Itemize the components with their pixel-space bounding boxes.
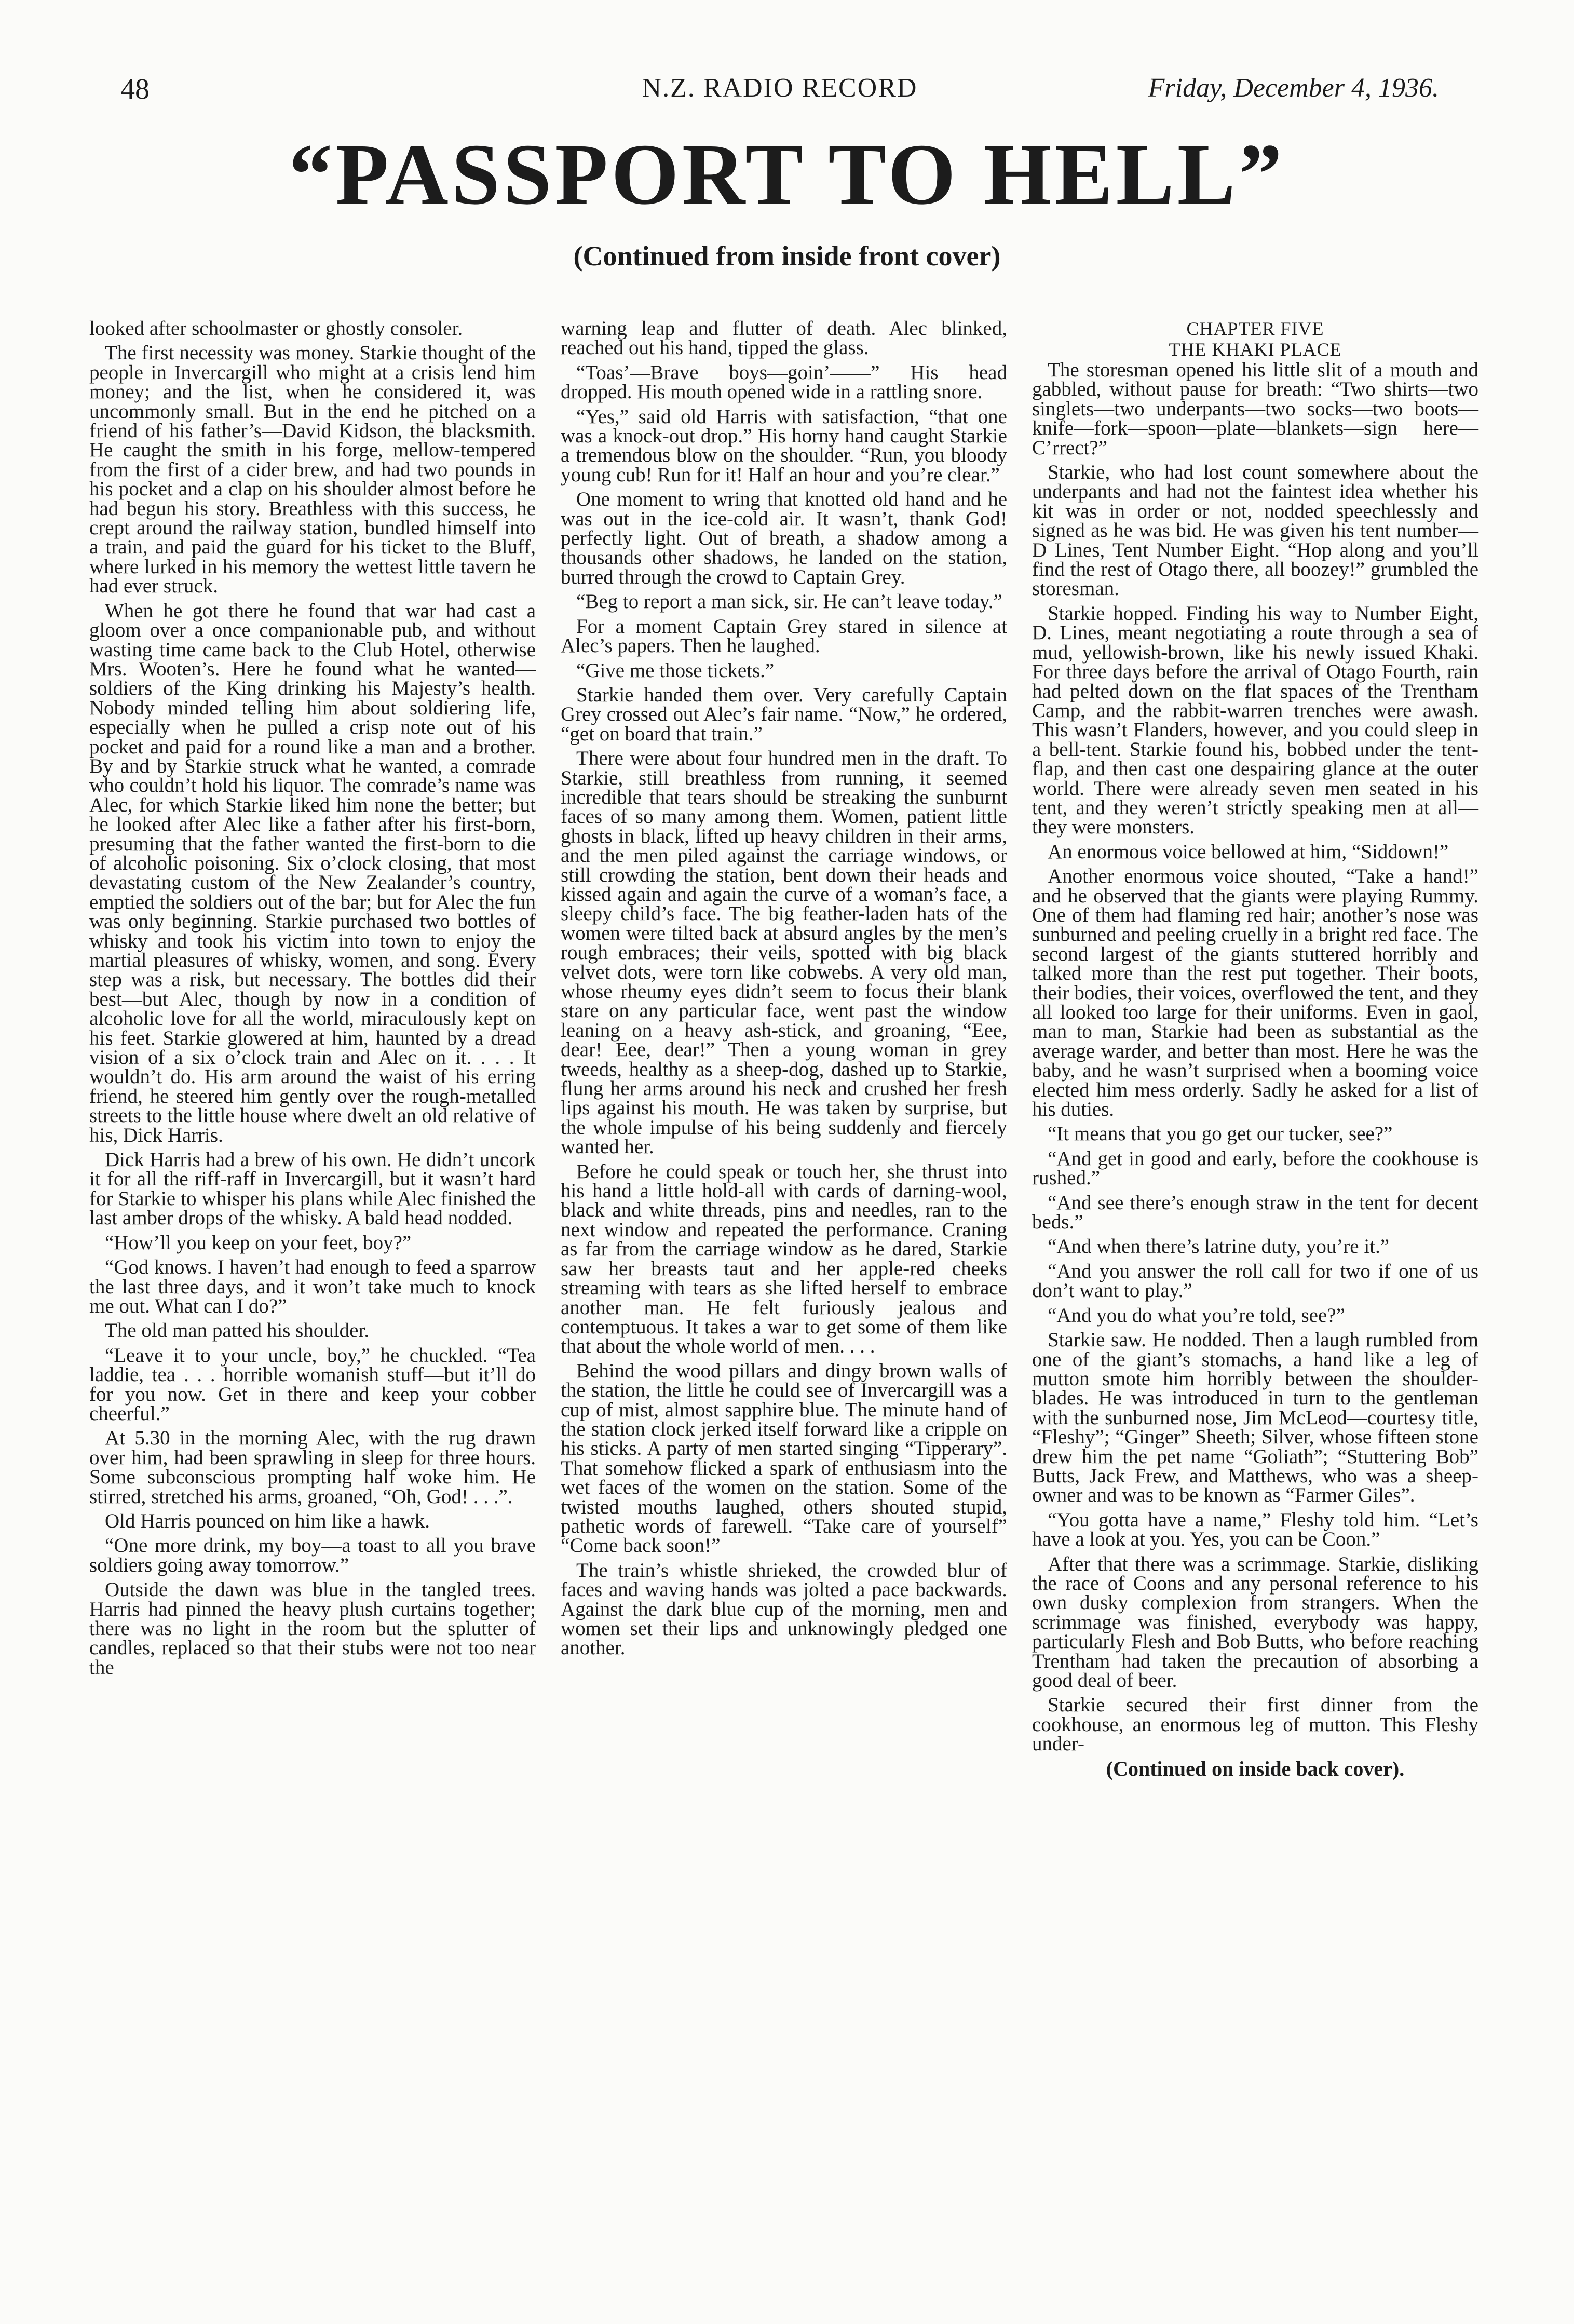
chapter-heading: CHAPTER FIVE [1186, 318, 1324, 339]
running-head [120, 73, 1439, 114]
paragraph: “And when there’s latrine duty, you’re it.” [1048, 1235, 1390, 1258]
continued-from-note: (Continued from inside front cover) [573, 240, 1001, 272]
paragraph: “Beg to report a man sick, sir. He can’t leave today.” [576, 590, 1002, 613]
paragraph: Before he could speak or touch her, she thrust into his hand a little hold-all with cards of darning-wool, black and white threads, pins and needles, ran to the next window and repeated the performance. Craning as far from the carriage window as he dared, Starkie saw her breasts taut and her apple-red cheeks streaming with tears as she lifted herself to embrace another man. He felt furiously jealous and contemptuous. It takes a war to get some of them like that about the whole world of men. . . . [561, 1160, 1007, 1358]
paragraph: “Give me those tickets.” [576, 659, 775, 682]
paragraph: At 5.30 in the morning Alec, with the rug drawn over him, had been sprawling in sleep for three hours. Some subconscious prompting half woke him. He stirred, stretched his arms, groaned, “Oh, God! . . .”. [89, 1427, 536, 1508]
paragraph: The storesman opened his little slit of a mouth and gabbled, without pause for breath: “Two shirts—two singlets—two underpants—two socks—two boots—knife—fork—spoon—plate—blankets—sign here—C’rrect?” [1032, 359, 1478, 459]
page-number: 48 [120, 73, 150, 105]
paragraph: Starkie, who had lost count somewhere about the underpants and had not the faintest idea whether his kit was in order or not, nodded speechlessly and signed as he was bid. He was given his tent number—D Lines, Tent Number Eight. “Hop along and you’ll find the rest of Otago there, all boozey!” grumbled the storesman. [1032, 461, 1478, 600]
continued-to-note: (Continued on inside back cover). [1106, 1756, 1405, 1780]
paragraph: “Toas’—Brave boys—goin’——” His head dropped. His mouth opened wide in a rattling snore. [561, 361, 1007, 403]
text-column-3 [1032, 319, 1478, 1778]
issue-date: Friday, December 4, 1936. [1148, 73, 1439, 103]
paragraph: “You gotta have a name,” Fleshy told him. “Let’s have a look at you. Yes, you can be Coon.” [1032, 1508, 1478, 1551]
paragraph: “Leave it to your uncle, boy,” he chuckled. “Tea laddie, tea . . . horrible womanish stuff—but it’ll do for you now. Get in there and keep your cobber cheerful.” [89, 1344, 536, 1425]
paragraph: Outside the dawn was blue in the tangled trees. Harris had pinned the heavy plush curtains together; there was no light in the room but the splutter of candles, replaced so that their stubs were not too near the [89, 1578, 536, 1679]
paragraph: An enormous voice bellowed at him, “Siddown!” [1048, 840, 1449, 863]
paragraph: After that there was a scrimmage. Starkie, disliking the race of Coons and any personal reference to his own dusky complexion from strangers. When the scrimmage was finished, everybody was happy, particularly Flesh and Bob Butts, who before reaching Trentham had taken the precaution of absorbing a good deal of beer. [1032, 1552, 1478, 1692]
paragraph: Old Harris pounced on him like a hawk. [105, 1509, 430, 1532]
paragraph: Starkie hopped. Finding his way to Number Eight, D. Lines, meant negotiating a route through a sea of mud, yellowish-brown, like his newly issued Khaki. For three days before the arrival of Otago Fourth, rain had pelted down on the flat spaces of the Trentham Camp, and the rabbit-warren trenches were awash. This wasn’t Flanders, however, and you could sleep in a bell-tent. Starkie found his, bobbed under the tent-flap, and then cast one despairing glance at the outer world. There were already seven men seated in his tent, and they weren’t strictly speaking men at all—they were monsters. [1032, 602, 1478, 839]
paragraph: “And get in good and early, before the cookhouse is rushed.” [1032, 1147, 1478, 1190]
paragraph: One moment to wring that knotted old hand and he was out in the ice-cold air. It wasn’t, thank God! perfectly light. Out of breath, a shadow among a thousands other shadows, he landed on the station, burred through the crowd to Captain Grey. [561, 488, 1007, 588]
paragraph: Starkie saw. He nodded. Then a laugh rumbled from one of the giant’s stomachs, a hand like a leg of mutton smote him horribly between the shoulder-blades. He was introduced in turn to the gentleman with the sunburned nose, Jim McLeod—courtesy title, “Fleshy”; “Ginger” Sheeth; Silver, whose fifteen stone drew him the pet name “Goliath”; “Stuttering Bob” Butts, Jack Frew, and Matthews, who was a sheep-owner and was to be known as “Farmer Giles”. [1032, 1329, 1478, 1507]
paragraph: Dick Harris had a brew of his own. He didn’t uncork it for all the riff-raff in Invercargill, but it wasn’t hard for Starkie to whisper his plans while Alec finished the last amber drops of the whisky. A bald head nodded. [89, 1149, 536, 1229]
paragraph: warning leap and flutter of death. Alec blinked, reached out his hand, tipped the glass. [561, 317, 1007, 359]
article-title: “PASSPORT TO HELL” [289, 126, 1285, 223]
chapter-title: THE KHAKI PLACE [1169, 339, 1342, 360]
paragraph: The old man patted his shoulder. [105, 1319, 370, 1342]
text-column-1 [89, 319, 536, 1682]
paragraph: “How’ll you keep on your feet, boy?” [105, 1231, 412, 1254]
paragraph: “One more drink, my boy—a toast to all you brave soldiers going away tomorrow.” [89, 1534, 536, 1576]
paragraph: “And you answer the roll call for two if one of us don’t want to play.” [1032, 1260, 1478, 1302]
paragraph: For a moment Captain Grey stared in silence at Alec’s papers. Then he laughed. [561, 615, 1007, 657]
paragraph: Behind the wood pillars and dingy brown walls of the station, the little he could see of Invercargill was a cup of mist, almost sapphire blue. The minute hand of the station clock jerked itself forward like a cripple on his sticks. A party of men started singing “Tipperary”. That somehow flicked a spark of enthusiasm into the wet faces of the women on the station. Some of the twisted mouths laughed, others shouted stupid, pathetic words of farewell. “Take care of yourself” “Come back soon!” [561, 1359, 1007, 1557]
paragraph: “God knows. I haven’t had enough to feed a sparrow the last three days, and it won’t take much to knock me out. What can I do?” [89, 1256, 536, 1317]
paragraph: looked after schoolmaster or ghostly consoler. [89, 317, 463, 340]
text-column-2 [561, 319, 1007, 1663]
paragraph: “And you do what you’re told, see?” [1048, 1304, 1345, 1327]
paragraph: Starkie secured their first dinner from the cookhouse, an enormous leg of mutton. This Fleshy under- [1032, 1694, 1478, 1755]
paragraph: When he got there he found that war had cast a gloom over a once companionable pub, and without wasting time came back to the Club Hotel, otherwise Mrs. Wooten’s. Here he found what he wanted—soldiers of the King drinking his Majesty’s health. Nobody minded telling him about soldiering life, especially when he pulled a crisp note out of his pocket and paid for a round like a man and a brother. By and by Starkie struck what he wanted, a comrade who couldn’t hold his liquor. The comrade’s name was Alec, for which Starkie liked him none the better; but he looked after Alec like a father after his first-born, presuming that the father wanted the first-born to die of alcoholic poisoning. Six o’clock closing, that most devastating custom of the New Zealander’s country, emptied the soldiers out of the bar; but for Alec the fun was only beginning. Starkie purchased two bottles of whisky and took his victim into town to enjoy the martial pleasures of whisky, women, and song. Every step was a risk, but necessary. The bottles did their best—but Alec, though by now in a condition of alcoholic love for all the world, miraculously kept on his feet. Starkie glowered at him, haunted by a dread vision of a six o’clock train and Alec on it. . . . It wouldn’t do. His arm around the waist of his erring friend, he steered him gently over the rough-metalled streets to the little house where dwelt an old relative of his, Dick Harris. [89, 599, 536, 1146]
paragraph: There were about four hundred men in the draft. To Starkie, still breathless from running, it seemed incredible that tears should be streaking the sunburnt faces of so many among them. Women, patient little ghosts in black, lifted up heavy children in their arms, and the men piled against the carriage windows, or still crowding the station, bent down their heads and kissed again and again the curve of a woman’s face, a sleepy child’s face. The big feather-laden hats of the women were tilted back at absurd angles by the men’s rough embraces; their veils, spotted with big black velvet dots, were torn like cobwebs. A very old man, whose rheumy eyes didn’t seem to focus their blank stare on any particular face, went past the window leaning on a heavy ash-stick, and groaning, “Eee, dear! Eee, dear!” Then a young woman in grey tweeds, healthy as a sheep-dog, dashed up to Starkie, flung her arms around his neck and crushed her fresh lips against his mouth. He was taken by surprise, but the whole impulse of his being suddenly and fiercely wanted her. [561, 747, 1007, 1158]
paragraph: The first necessity was money. Starkie thought of the people in Invercargill who might at a crisis lend him money; and the list, when he considered it, was uncommonly small. But in the end he pitched on a friend of his father’s—David Kidson, the blacksmith. He caught the smith in his forge, mellow-tempered from the first of a cider brew, and had two pounds in his pocket and a clap on his shoulder almost before he had begun his story. Breathless with this success, he crept around the railway station, bundled himself into a train, and paid the guard for his ticket to the Bluff, where lurked in his memory the wettest little tavern he had ever struck. [89, 342, 536, 598]
publication-name: N.Z. RADIO RECORD [642, 73, 918, 103]
paragraph: The train’s whistle shrieked, the crowded blur of faces and waving hands was jolted a pace backwards. Against the dark blue cup of the morning, men and women set their lips and unknowingly pledged one another. [561, 1559, 1007, 1659]
paragraph: “Yes,” said old Harris with satisfaction, “that one was a knock-out drop.” His horny hand caught Starkie a tremendous blow on the shoulder. “Run, you bloody young cub! Run for it! Half an hour and you’re clear.” [561, 405, 1007, 486]
paragraph: Starkie handed them over. Very carefully Captain Grey crossed out Alec’s fair name. “Now,” he ordered, “get on board that train.” [561, 683, 1007, 745]
paragraph: Another enormous voice shouted, “Take a hand!” and he observed that the giants were playing Rummy. One of them had flaming red hair; another’s nose was sunburned and peeling cruelly in a bright red face. The second largest of the giants stuttered horribly and talked more than the rest put together. Their boots, their bodies, their voices, overflowed the tent, and they all looked too large for their uniforms. Even in gaol, man to man, Starkie had been as substantial as the average warder, and better than most. Here he was the baby, and he wasn’t surprised when a booming voice elected him mess orderly. Sadly he asked for a list of his duties. [1032, 865, 1478, 1121]
paragraph: “It means that you go get our tucker, see?” [1048, 1123, 1393, 1145]
paragraph: “And see there’s enough straw in the tent for decent beds.” [1032, 1191, 1478, 1234]
